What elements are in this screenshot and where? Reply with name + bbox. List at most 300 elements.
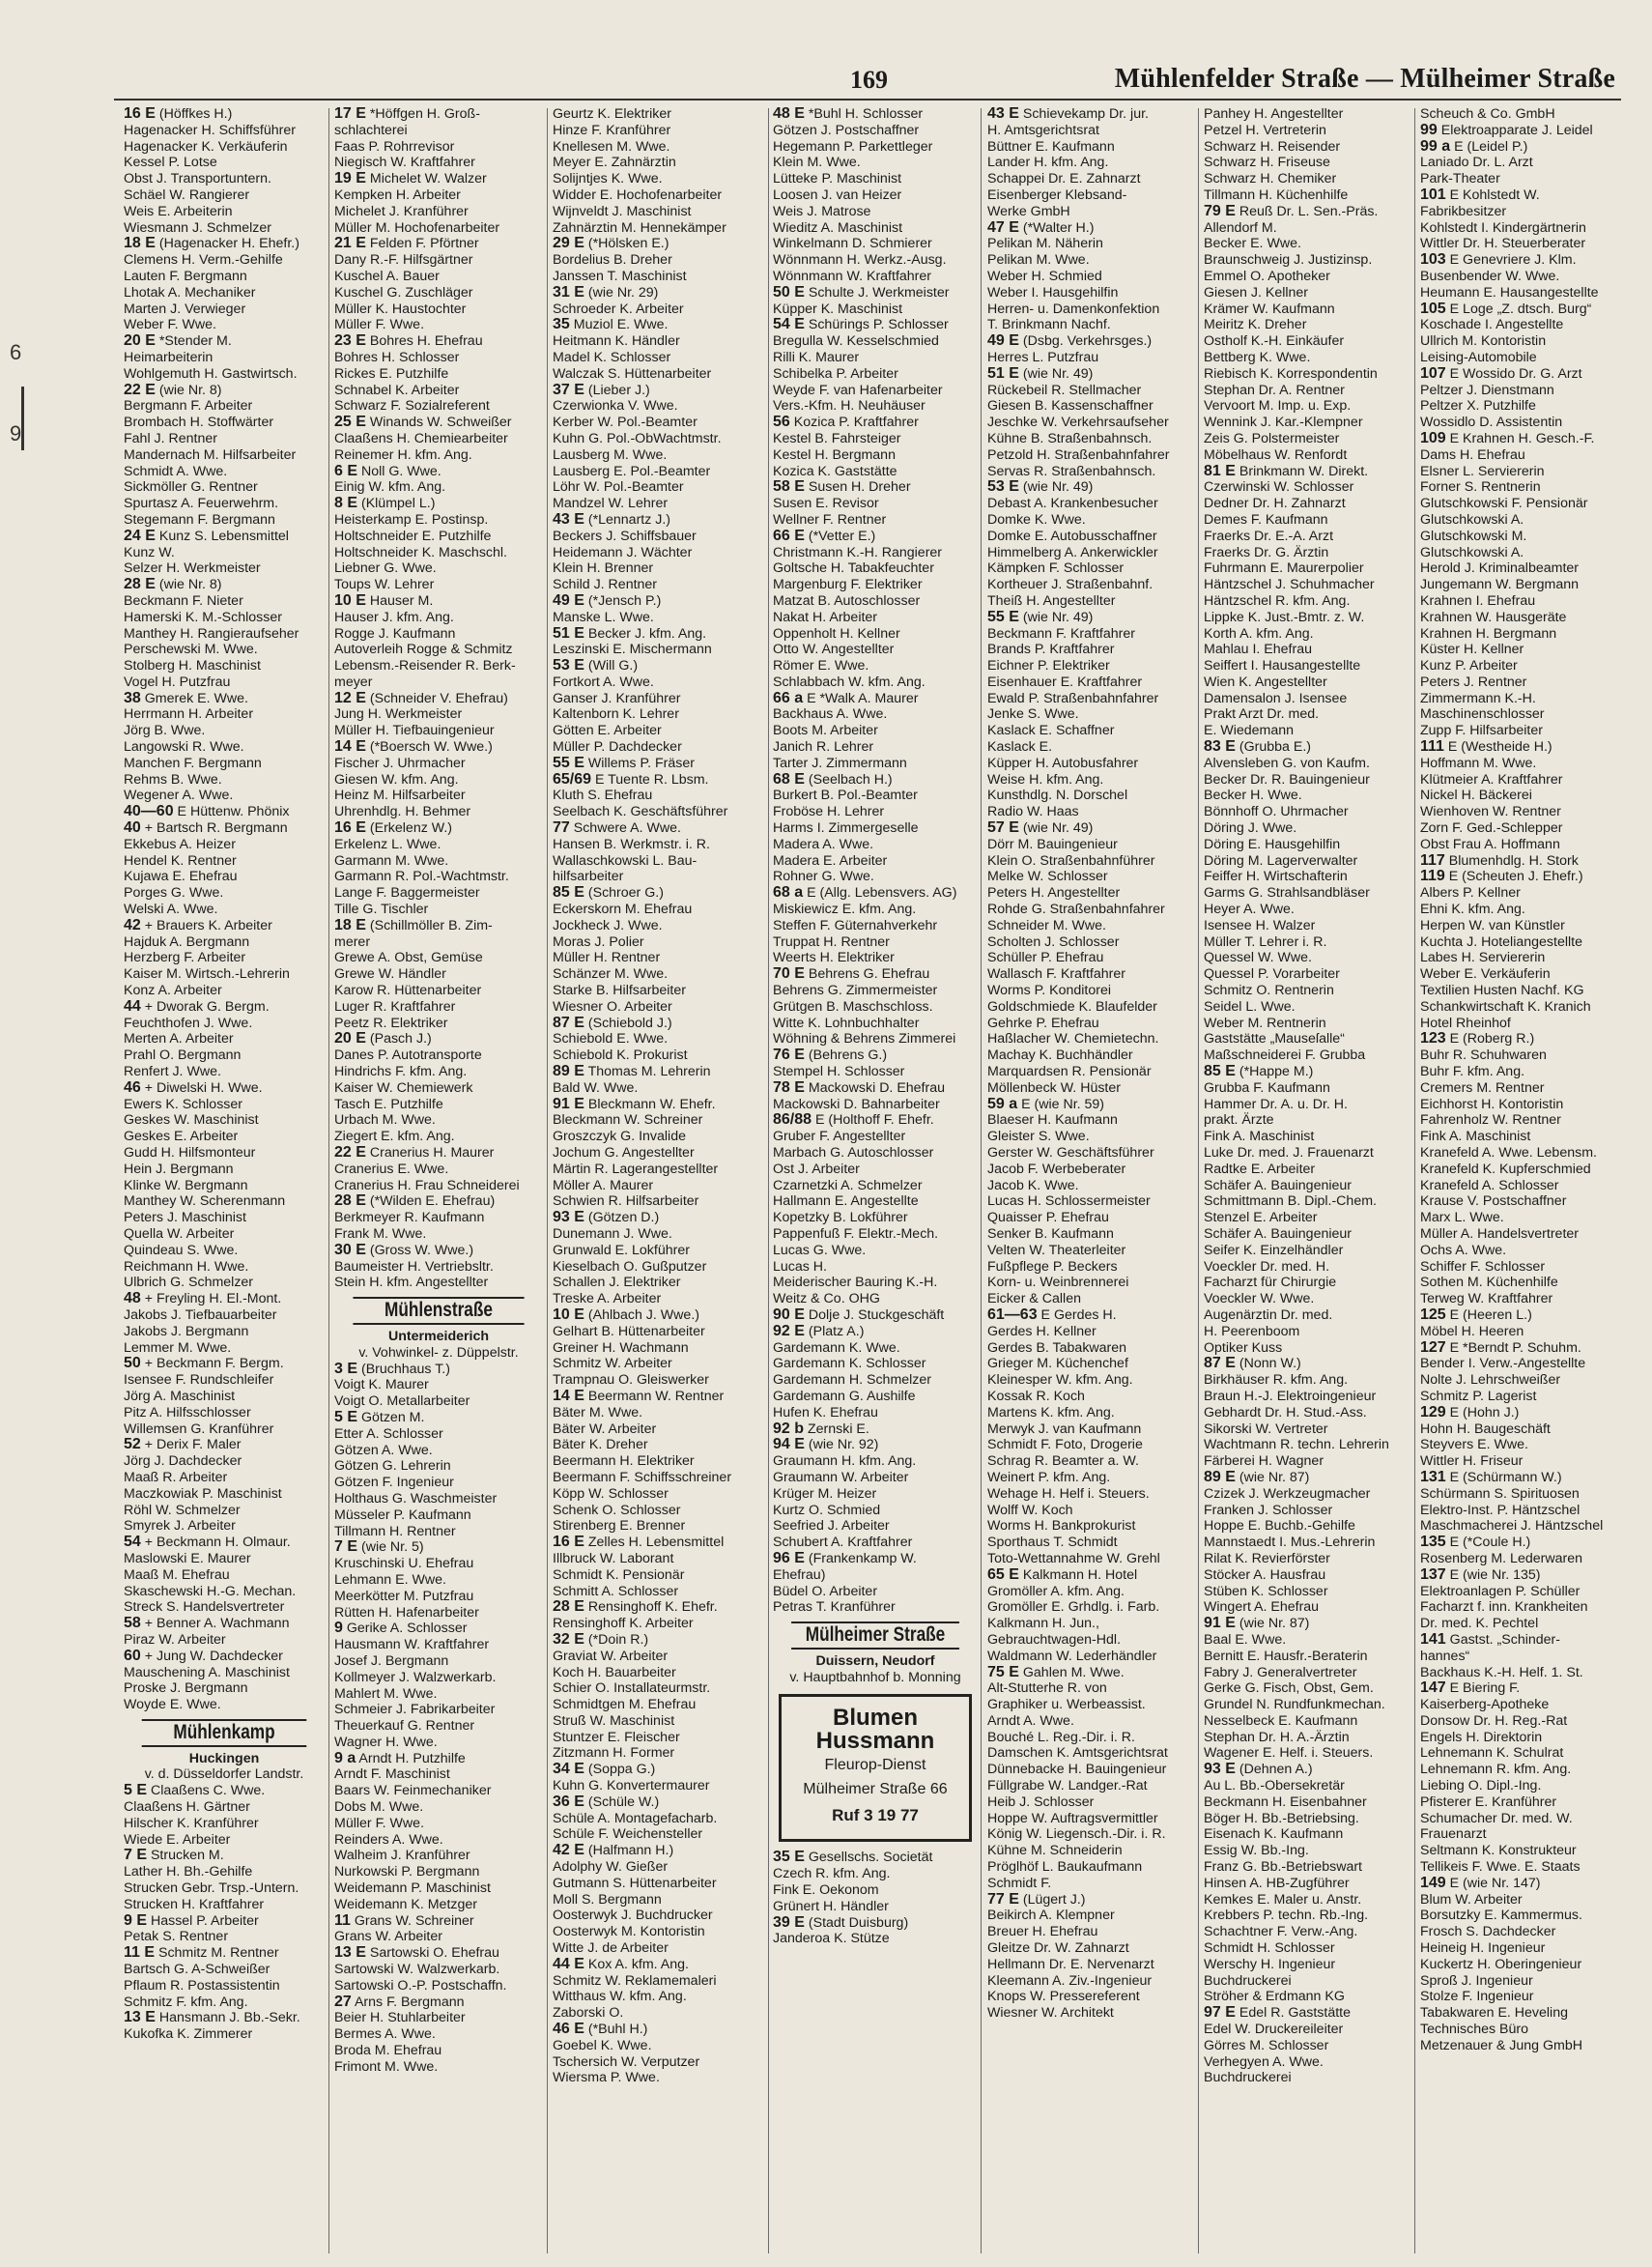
- house-number: 42: [124, 917, 141, 933]
- directory-entry: [553, 464, 763, 480]
- directory-entry: [334, 350, 543, 366]
- house-number: 68 E: [773, 771, 805, 788]
- directory-entry: [987, 918, 1196, 934]
- resident-text: Weber H. Schmied: [987, 268, 1102, 284]
- resident-text: Edel W. Druckereileiter: [1204, 2022, 1344, 2038]
- resident-text: Hein J. Bergmann: [124, 1161, 234, 1177]
- directory-entry: [1204, 756, 1412, 772]
- directory-entry: [124, 723, 325, 739]
- resident-text: Schiebold K. Prokurist: [553, 1047, 688, 1064]
- resident-text: Schiffer F. Schlosser: [1420, 1258, 1546, 1275]
- directory-entry: [334, 869, 543, 885]
- house-number: 85 E: [553, 885, 584, 902]
- house-number: 48 E: [773, 106, 805, 122]
- resident-text: hilfsarbeiter: [553, 869, 624, 885]
- directory-entry: [334, 1193, 543, 1210]
- directory-entry: [553, 1973, 763, 1990]
- resident-text: Solijntjes K. Wwe.: [553, 171, 663, 187]
- resident-text: Schankwirtschaft K. Kranich: [1420, 998, 1591, 1015]
- resident-text: Maschinenschlosser: [1420, 706, 1545, 723]
- resident-text: Froböse H. Lehrer: [773, 804, 885, 820]
- resident-text: Goldschmiede K. Blaufelder: [987, 998, 1157, 1015]
- resident-text: Ostholf K.-H. Einkäufer: [1204, 333, 1345, 350]
- directory-entry: [1420, 415, 1631, 431]
- resident-text: Schwarz F. Sozialreferent: [334, 398, 490, 415]
- directory-entry: [1420, 1843, 1631, 1859]
- directory-entry: [553, 2038, 763, 2054]
- resident-text: Fortkort A. Wwe.: [553, 674, 654, 690]
- directory-entry: [124, 788, 325, 804]
- directory-entry: [987, 1989, 1196, 2005]
- resident-text: Marten J. Verwieger: [124, 301, 246, 317]
- resident-text: (Klümpel L.): [360, 496, 436, 512]
- resident-text: Kohlstedt I. Kindergärtnerin: [1420, 219, 1586, 236]
- directory-entry: [1420, 106, 1631, 123]
- resident-text: Oosterwyk M. Kontoristin: [553, 1924, 705, 1940]
- directory-entry: [1204, 317, 1412, 333]
- directory-entry: [553, 1957, 763, 1973]
- resident-text: Cranerius H. Frau Schneiderei: [334, 1177, 520, 1193]
- resident-text: Eisenhauer E. Kraftfahrer: [987, 674, 1143, 690]
- directory-entry: [124, 1649, 325, 1665]
- resident-text: Eichner P. Elektriker: [987, 658, 1110, 674]
- directory-entry: [553, 204, 763, 220]
- directory-entry: [987, 1616, 1196, 1632]
- directory-entry: [334, 285, 543, 301]
- resident-text: Streck S. Handelsvertreter: [124, 1599, 285, 1616]
- resident-text: Krahnen W. Hausgeräte: [1420, 609, 1567, 625]
- resident-text: merer: [334, 933, 371, 950]
- house-number: 13 E: [124, 2010, 156, 2026]
- directory-entry: [334, 1735, 543, 1751]
- resident-text: Hagenacker K. Verkäuferin: [124, 138, 288, 155]
- resident-text: Kukofka K. Zimmerer: [124, 2026, 253, 2043]
- resident-text: Borsutzky E. Kammermus.: [1420, 1908, 1582, 1924]
- directory-entry: [1204, 545, 1412, 561]
- directory-entry: [124, 1945, 325, 1962]
- directory-entry: [124, 1291, 325, 1307]
- resident-text: Gardemann K. Schlosser: [773, 1356, 926, 1372]
- resident-text: Hoppe E. Buchb.-Gehilfe: [1204, 1518, 1355, 1535]
- house-number: 19 E: [334, 171, 366, 187]
- directory-entry: [1204, 1389, 1412, 1405]
- house-number: 14 E: [334, 739, 366, 756]
- directory-entry: [1204, 1745, 1412, 1762]
- resident-text: Kemkes E. Maler u. Anstr.: [1204, 1891, 1362, 1908]
- directory-entry: [1420, 610, 1631, 626]
- directory-entry: [334, 1491, 543, 1507]
- resident-text: + Beckmann F. Bergm.: [144, 1356, 284, 1372]
- directory-entry: [1420, 1097, 1631, 1113]
- directory-entry: [553, 1064, 763, 1080]
- directory-entry: [334, 1589, 543, 1605]
- directory-entry: [1420, 560, 1631, 577]
- resident-text: (*Vetter E.): [808, 528, 876, 544]
- directory-entry: [1420, 999, 1631, 1016]
- resident-text: Stephan Dr. A. Rentner: [1204, 382, 1345, 398]
- resident-text: Zimmermann K.-H.: [1420, 690, 1536, 706]
- resident-text: Witte K. Lohnbuchhalter: [773, 1015, 920, 1031]
- directory-entry: [1420, 772, 1631, 789]
- resident-text: Lemmer M. Wwe.: [124, 1339, 232, 1356]
- resident-text: E Biering F.: [1449, 1680, 1521, 1697]
- house-number: 16 E: [553, 1535, 584, 1551]
- resident-text: Weber I. Hausgehilfin: [987, 284, 1119, 301]
- directory-entry: [1204, 1437, 1412, 1453]
- resident-text: (Hagenacker H. Ehefr.): [158, 236, 299, 252]
- resident-text: E Genevriere J. Klm.: [1449, 252, 1577, 269]
- directory-entry: [1204, 1908, 1412, 1924]
- directory-entry: [124, 1129, 325, 1145]
- resident-text: Schäel W. Rangierer: [124, 187, 250, 203]
- resident-text: Boots M. Arbeiter: [773, 723, 878, 739]
- resident-text: Seelbach K. Geschäftsführer: [553, 804, 728, 820]
- directory-entry: [1420, 1665, 1631, 1681]
- resident-text: Tarter J. Zimmermann: [773, 755, 907, 771]
- directory-entry: [553, 2070, 763, 2086]
- directory-entry: [334, 1112, 543, 1129]
- directory-entry: [773, 820, 978, 837]
- house-number: 52: [124, 1437, 141, 1453]
- resident-text: Schmidt F.: [987, 1875, 1052, 1891]
- directory-entry: [124, 545, 325, 561]
- resident-text: Kurtz O. Schmied: [773, 1502, 881, 1518]
- house-number: 58 E: [773, 479, 805, 496]
- directory-entry: [773, 706, 978, 723]
- resident-text: Harms I. Zimmergeselle: [773, 820, 919, 837]
- resident-text: Lucas H. Schlossermeister: [987, 1193, 1151, 1210]
- directory-entry: [124, 350, 325, 366]
- resident-text: Autoverleih Rogge & Schmitz: [334, 642, 513, 658]
- directory-entry: [773, 317, 978, 333]
- resident-text: Petak S. Rentner: [124, 1929, 229, 1945]
- directory-entry: [1420, 1762, 1631, 1778]
- resident-text: Braunschweig J. Justizinsp.: [1204, 252, 1373, 269]
- directory-entry: [1204, 674, 1412, 691]
- directory-entry: [124, 1031, 325, 1047]
- directory-entry: [553, 415, 763, 431]
- resident-text: Hammer Dr. A. u. Dr. H.: [1204, 1096, 1348, 1112]
- resident-text: Edel R. Gaststätte: [1239, 2005, 1352, 2022]
- resident-text: Peltzer X. Putzhilfe: [1420, 398, 1536, 415]
- directory-entry: [987, 902, 1196, 918]
- resident-text: Prakt Arzt Dr. med.: [1204, 706, 1320, 723]
- directory-entry: [1420, 1730, 1631, 1746]
- resident-text: Dedner Dr. H. Zahnarzt: [1204, 496, 1346, 512]
- resident-text: Dobs M. Wwe.: [334, 1799, 424, 1816]
- house-number: 49 E: [553, 592, 584, 609]
- directory-entry: [987, 383, 1196, 399]
- directory-entry: [773, 1340, 978, 1357]
- directory-entry: [553, 1649, 763, 1665]
- house-number: 58: [124, 1616, 141, 1632]
- directory-entry: [987, 139, 1196, 156]
- directory-entry: [987, 1811, 1196, 1827]
- resident-text: Kieselbach O. Gußputzer: [553, 1258, 707, 1275]
- directory-entry: [1204, 983, 1412, 999]
- resident-text: Vervoort M. Imp. u. Exp.: [1204, 398, 1352, 415]
- resident-text: Küpper K. Maschinist: [773, 301, 903, 317]
- directory-entry: [1204, 350, 1412, 366]
- directory-entry: [553, 837, 763, 853]
- resident-text: Marbach G. Autoschlosser: [773, 1145, 934, 1161]
- directory-entry: [553, 626, 763, 643]
- house-number: 87 E: [1204, 1356, 1236, 1372]
- resident-text: Götzen F. Ingenieur: [334, 1475, 454, 1491]
- resident-text: Manske L. Wwe.: [553, 609, 654, 625]
- directory-entry: [124, 285, 325, 301]
- directory-entry: [334, 383, 543, 399]
- resident-text: Hassel P. Arbeiter: [150, 1912, 259, 1929]
- resident-text: Franken J. Schlosser: [1204, 1502, 1333, 1518]
- directory-entry: [1420, 1876, 1631, 1892]
- resident-text: Kühne B. Straßenbahnsch.: [987, 430, 1153, 446]
- resident-text: Perschewski M. Wwe.: [124, 642, 258, 658]
- directory-entry: [1204, 1503, 1412, 1519]
- house-number: 89 E: [1204, 1469, 1236, 1485]
- directory-entry: [553, 1989, 763, 2005]
- house-number: 81 E: [1204, 463, 1236, 479]
- resident-text: Manthey W. Scherenmann: [124, 1193, 286, 1210]
- directory-entry: [773, 853, 978, 870]
- resident-text: Schüle F. Weichensteller: [553, 1826, 703, 1843]
- house-number: 66 a: [773, 690, 804, 706]
- directory-entry: [334, 1945, 543, 1962]
- directory-column-5: [987, 106, 1196, 2256]
- resident-text: Tillmann H. Küchenhilfe: [1204, 187, 1349, 203]
- directory-entry: [124, 1962, 325, 1978]
- directory-entry: [1204, 593, 1412, 610]
- directory-entry: [987, 885, 1196, 902]
- resident-text: Smyrek J. Arbeiter: [124, 1518, 236, 1535]
- resident-text: Petras T. Kranführer: [773, 1599, 896, 1616]
- resident-text: Wienhoven W. Rentner: [1420, 804, 1561, 820]
- directory-entry: [987, 464, 1196, 480]
- house-number: 51 E: [553, 625, 584, 642]
- directory-entry: [334, 479, 543, 496]
- directory-entry: [553, 1129, 763, 1145]
- directory-entry: [1204, 869, 1412, 885]
- directory-entry: [1204, 1680, 1412, 1697]
- directory-entry: [987, 220, 1196, 237]
- resident-text: Müller T. Lehrer i. R.: [1204, 933, 1327, 950]
- resident-text: Mandzel W. Lehrer: [553, 496, 669, 512]
- directory-entry: [773, 1112, 978, 1129]
- resident-text: Grubba F. Kaufmann: [1204, 1079, 1330, 1096]
- resident-text: Schmitz W. Reklamemaleri: [553, 1972, 717, 1989]
- resident-text: Behrens G. Ehefrau: [808, 966, 930, 983]
- resident-text: Schubert A. Kraftfahrer: [773, 1535, 913, 1551]
- resident-text: Rehms B. Wwe.: [124, 771, 222, 788]
- directory-entry: [124, 1145, 325, 1162]
- resident-text: Bartsch G. A-Schweißer: [124, 1962, 271, 1978]
- house-number: 53 E: [553, 658, 584, 674]
- resident-text: Gerster W. Geschäftsführer: [987, 1145, 1154, 1161]
- directory-entry: [553, 1453, 763, 1470]
- directory-entry: [124, 918, 325, 934]
- resident-text: Giesen W. kfm. Ang.: [334, 771, 459, 788]
- directory-entry: [553, 1616, 763, 1632]
- resident-text: Vogel H. Putzfrau: [124, 674, 231, 690]
- resident-text: (wie Nr. 87): [1239, 1469, 1310, 1485]
- directory-entry: [124, 1162, 325, 1178]
- resident-text: Behrens G. Zimmermeister: [773, 983, 938, 999]
- resident-text: Demes F. Kaufmann: [1204, 511, 1328, 528]
- resident-text: Lausberg M. Wwe.: [553, 446, 668, 463]
- directory-entry: [334, 2026, 543, 2043]
- resident-text: Heineig H. Ingenieur: [1420, 1940, 1546, 1957]
- directory-entry: [1420, 658, 1631, 674]
- resident-text: Tabakwaren E. Heveling: [1420, 2005, 1568, 2022]
- resident-text: Metzenauer & Jung GmbH: [1420, 2037, 1582, 2053]
- directory-entry: [1204, 366, 1412, 383]
- house-number: 68 a: [773, 885, 804, 902]
- directory-entry: [1420, 869, 1631, 885]
- directory-entry: [987, 1453, 1196, 1470]
- directory-entry: [1204, 1843, 1412, 1859]
- directory-entry: [773, 837, 978, 853]
- resident-text: (wie Nr. 49): [1022, 365, 1094, 382]
- resident-text: Pfisterer E. Kranführer: [1420, 1794, 1557, 1810]
- resident-text: Langowski R. Wwe.: [124, 739, 244, 756]
- resident-text: Gehrke P. Ehefrau: [987, 1015, 1099, 1031]
- resident-text: Wiesner W. Architekt: [987, 2005, 1114, 2022]
- resident-text: Maaß R. Arbeiter: [124, 1469, 228, 1485]
- resident-text: Nesselbeck E. Kaufmann: [1204, 1712, 1358, 1729]
- running-head: Mühlenfelder Straße — Mülheimer Straße: [1114, 64, 1615, 94]
- directory-entry: [553, 398, 763, 415]
- resident-text: Quaisser P. Ehefrau: [987, 1210, 1109, 1226]
- directory-entry: [1420, 1957, 1631, 1973]
- directory-entry: [1204, 560, 1412, 577]
- resident-text: Czerwinski W. Schlosser: [1204, 479, 1354, 496]
- resident-text: (Lügert J.): [1022, 1891, 1086, 1908]
- house-number: 49 E: [987, 333, 1019, 350]
- house-number: 89 E: [553, 1064, 584, 1080]
- resident-text: Spurtasz A. Feuerwehrm.: [124, 496, 279, 512]
- house-number: 44 E: [553, 1956, 584, 1972]
- resident-text: Danes P. Autotransporte: [334, 1047, 482, 1064]
- resident-text: E Hüttenw. Phönix: [177, 804, 290, 820]
- resident-text: (Nonn W.): [1239, 1356, 1301, 1372]
- resident-text: Heinz M. Hilfsarbeiter: [334, 788, 466, 804]
- resident-text: Jeschke W. Verkehrsaufseher: [987, 415, 1169, 431]
- resident-text: Beier H. Stuhlarbeiter: [334, 2010, 466, 2026]
- directory-entry: [334, 950, 543, 966]
- directory-entry: [987, 1762, 1196, 1778]
- resident-text: Garms G. Strahlsandbläser: [1204, 885, 1370, 902]
- directory-entry: [1204, 187, 1412, 204]
- resident-text: Witthaus W. kfm. Ang.: [553, 1989, 687, 2005]
- resident-text: (Dsbg. Verkehrsges.): [1022, 333, 1153, 350]
- house-number: 149: [1420, 1875, 1446, 1891]
- directory-entry: [553, 545, 763, 561]
- directory-entry: [124, 1632, 325, 1649]
- directory-entry: [1420, 1616, 1631, 1632]
- directory-entry: [553, 1697, 763, 1713]
- resident-text: Kuhn G. Pol.-ObWachtmstr.: [553, 430, 722, 446]
- directory-entry: [773, 187, 978, 204]
- resident-text: Kuchta J. Hoteliangestellte: [1420, 933, 1582, 950]
- directory-entry: [124, 691, 325, 707]
- resident-text: Donsow Dr. H. Reg.-Rat: [1420, 1712, 1568, 1729]
- resident-text: Voeckler W. Wwe.: [1204, 1291, 1315, 1307]
- house-number: 10 E: [553, 1306, 584, 1323]
- resident-text: + Derix F. Maler: [144, 1437, 242, 1453]
- directory-entry: [987, 317, 1196, 333]
- resident-text: Theiß H. Angestellter: [987, 592, 1116, 609]
- resident-text: Müller K. Haustochter: [334, 301, 467, 317]
- resident-text: Glutschkowski M.: [1420, 528, 1527, 544]
- resident-text: Geurtz K. Elektriker: [553, 106, 671, 122]
- directory-entry: [987, 837, 1196, 853]
- directory-entry: [334, 674, 543, 691]
- resident-text: Schwien R. Hilfsarbeiter: [553, 1193, 699, 1210]
- resident-text: Färberei H. Wagner: [1204, 1453, 1324, 1470]
- resident-text: Peltzer J. Dienstmann: [1420, 382, 1554, 398]
- margin-bar: [21, 387, 24, 450]
- directory-entry: [1420, 1016, 1631, 1032]
- directory-entry: [334, 496, 543, 512]
- resident-text: (Lieber J.): [587, 382, 650, 398]
- directory-entry: [1204, 1080, 1412, 1097]
- resident-text: (wie Nr. 49): [1022, 479, 1094, 496]
- resident-text: Wiersma P. Wwe.: [553, 2070, 660, 2086]
- directory-entry: [553, 333, 763, 350]
- directory-entry: [1204, 1778, 1412, 1794]
- directory-entry: [773, 1866, 978, 1882]
- directory-entry: [987, 1826, 1196, 1843]
- resident-text: Müsseler P. Kaufmann: [334, 1507, 471, 1523]
- directory-entry: [1420, 1826, 1631, 1843]
- resident-text: Mahlert M. Wwe.: [334, 1685, 438, 1702]
- resident-text: Fahl J. Rentner: [124, 430, 217, 446]
- directory-entry: [334, 560, 543, 577]
- directory-entry: [987, 1778, 1196, 1794]
- resident-text: (Behrens G.): [808, 1047, 888, 1064]
- directory-entry: [773, 366, 978, 383]
- directory-entry: [553, 739, 763, 756]
- directory-entry: [1204, 1697, 1412, 1713]
- directory-entry: [773, 723, 978, 739]
- resident-text: Steyvers E. Wwe.: [1420, 1437, 1528, 1453]
- directory-entry: [124, 269, 325, 285]
- directory-entry: [124, 1783, 325, 1799]
- resident-text: Kämpken F. Schlosser: [987, 560, 1125, 577]
- directory-entry: [334, 123, 543, 139]
- directory-entry: [1204, 1535, 1412, 1551]
- directory-entry: [987, 1599, 1196, 1616]
- resident-text: Beermann W. Rentner: [587, 1388, 725, 1404]
- house-number: 83 E: [1204, 739, 1236, 756]
- directory-entry: [334, 772, 543, 789]
- resident-text: Zelles H. Lebensmittel: [587, 1535, 725, 1551]
- directory-entry: [773, 252, 978, 269]
- resident-text: Schibelka P. Arbeiter: [773, 365, 898, 382]
- resident-text: Kranefeld K. Kupferschmied: [1420, 1161, 1591, 1177]
- directory-entry: [1204, 1016, 1412, 1032]
- house-number: 92 E: [773, 1323, 805, 1339]
- house-number: 27: [334, 1994, 352, 2010]
- resident-text: Kaiser M. Wirtsch.-Lehrerin: [124, 966, 290, 983]
- directory-entry: [124, 966, 325, 983]
- resident-text: Zitzmann H. Former: [553, 1745, 675, 1762]
- resident-text: Glutschkowski F. Pensionär: [1420, 496, 1588, 512]
- directory-entry: [553, 1470, 763, 1486]
- resident-text: König W. Liegensch.-Dir. i. R.: [987, 1826, 1166, 1843]
- resident-text: Lauten F. Bergmann: [124, 268, 247, 284]
- directory-entry: [987, 512, 1196, 529]
